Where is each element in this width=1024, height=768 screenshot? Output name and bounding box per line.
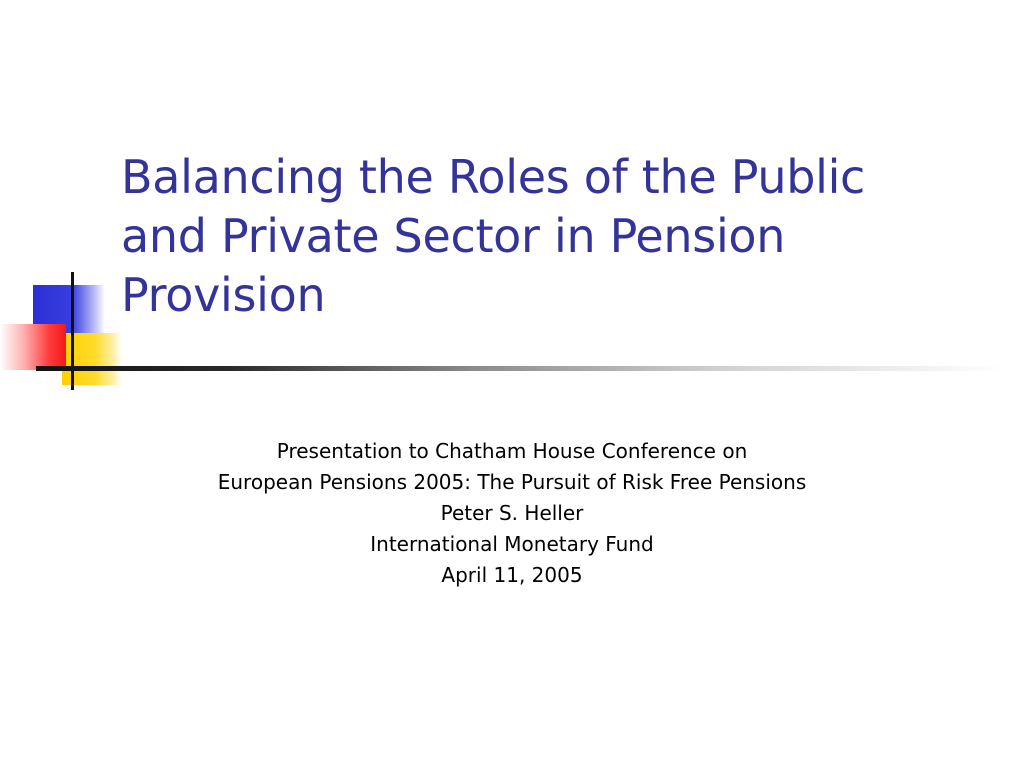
- subtitle-event-line: Presentation to Chatham House Conference on: [276, 439, 748, 463]
- slide-subtitle: [0, 436, 1024, 591]
- subtitle-author: Peter S. Heller: [440, 501, 584, 525]
- slide-title: [121, 148, 1001, 325]
- subtitle-organization: International Monetary Fund: [370, 532, 654, 556]
- vertical-rule: [71, 272, 74, 390]
- red-square-decoration: [0, 324, 66, 370]
- title-line: Balancing the Roles of the Public: [121, 150, 866, 204]
- subtitle-conference-line: European Pensions 2005: The Pursuit of Risk Free Pensions: [217, 470, 807, 494]
- subtitle-date: April 11, 2005: [441, 563, 583, 587]
- title-line: Provision: [121, 268, 326, 322]
- title-divider-rule: [36, 366, 1004, 371]
- title-line: and Private Sector in Pension: [121, 209, 786, 263]
